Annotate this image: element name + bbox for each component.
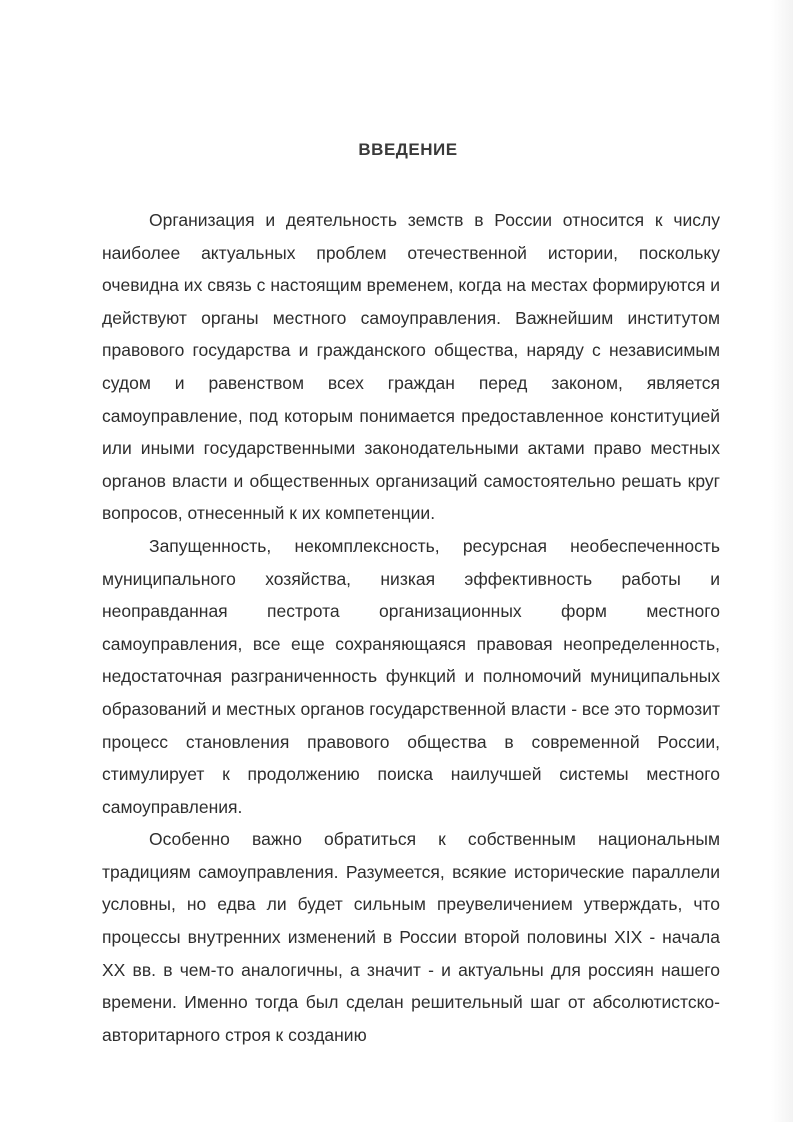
page-title: ВВЕДЕНИЕ — [358, 140, 458, 159]
paragraph: Запущенность, некомплексность, ресурсная необеспеченность муниципального хозяйства, низкая эффективность работы и неоправданная пестрота организационных форм местного самоуправления, все еще сохраняющаяся правовая неопределенность, недостаточная разграниченность функций и полномочий муниципальных образований и местных органов государственной власти - все это тормозит процесс становления правового общества в современной России, стимулирует к продолжению поиска наилучшей системы местного самоуправления. — [102, 535, 720, 817]
paragraph: Особенно важно обратиться к собственным национальным традициям самоуправления. Разумеется, всякие исторические параллели условны, но едва ли будет сильным преувеличением утверждать, что процессы внутренних изменений в России второй половины XIX - начала XX вв. в чем-то аналогичны, а значит - и актуальны для россиян нашего времени. Именно тогда был сделан решительный шаг от абсолютистско-авторитарного строя к созданию — [102, 829, 720, 1045]
page-edge-shadow — [771, 0, 793, 1122]
paragraph: Организация и деятельность земств в России относится к числу наиболее актуальных проблем отечественной истории, поскольку очевидна их связь с настоящим временем, когда на местах формируются и действуют органы местного самоуправления. Важнейшим институтом правового государства и гражданского общества, наряду с независимым судом и равенством всех граждан перед законом, является самоуправление, под которым понимается предоставленное конституцией или иными государственными законодательными актами право местных органов власти и общественных организаций самостоятельно решать круг вопросов, отнесенный к их компетенции. — [102, 210, 720, 524]
document-body — [102, 204, 720, 1051]
